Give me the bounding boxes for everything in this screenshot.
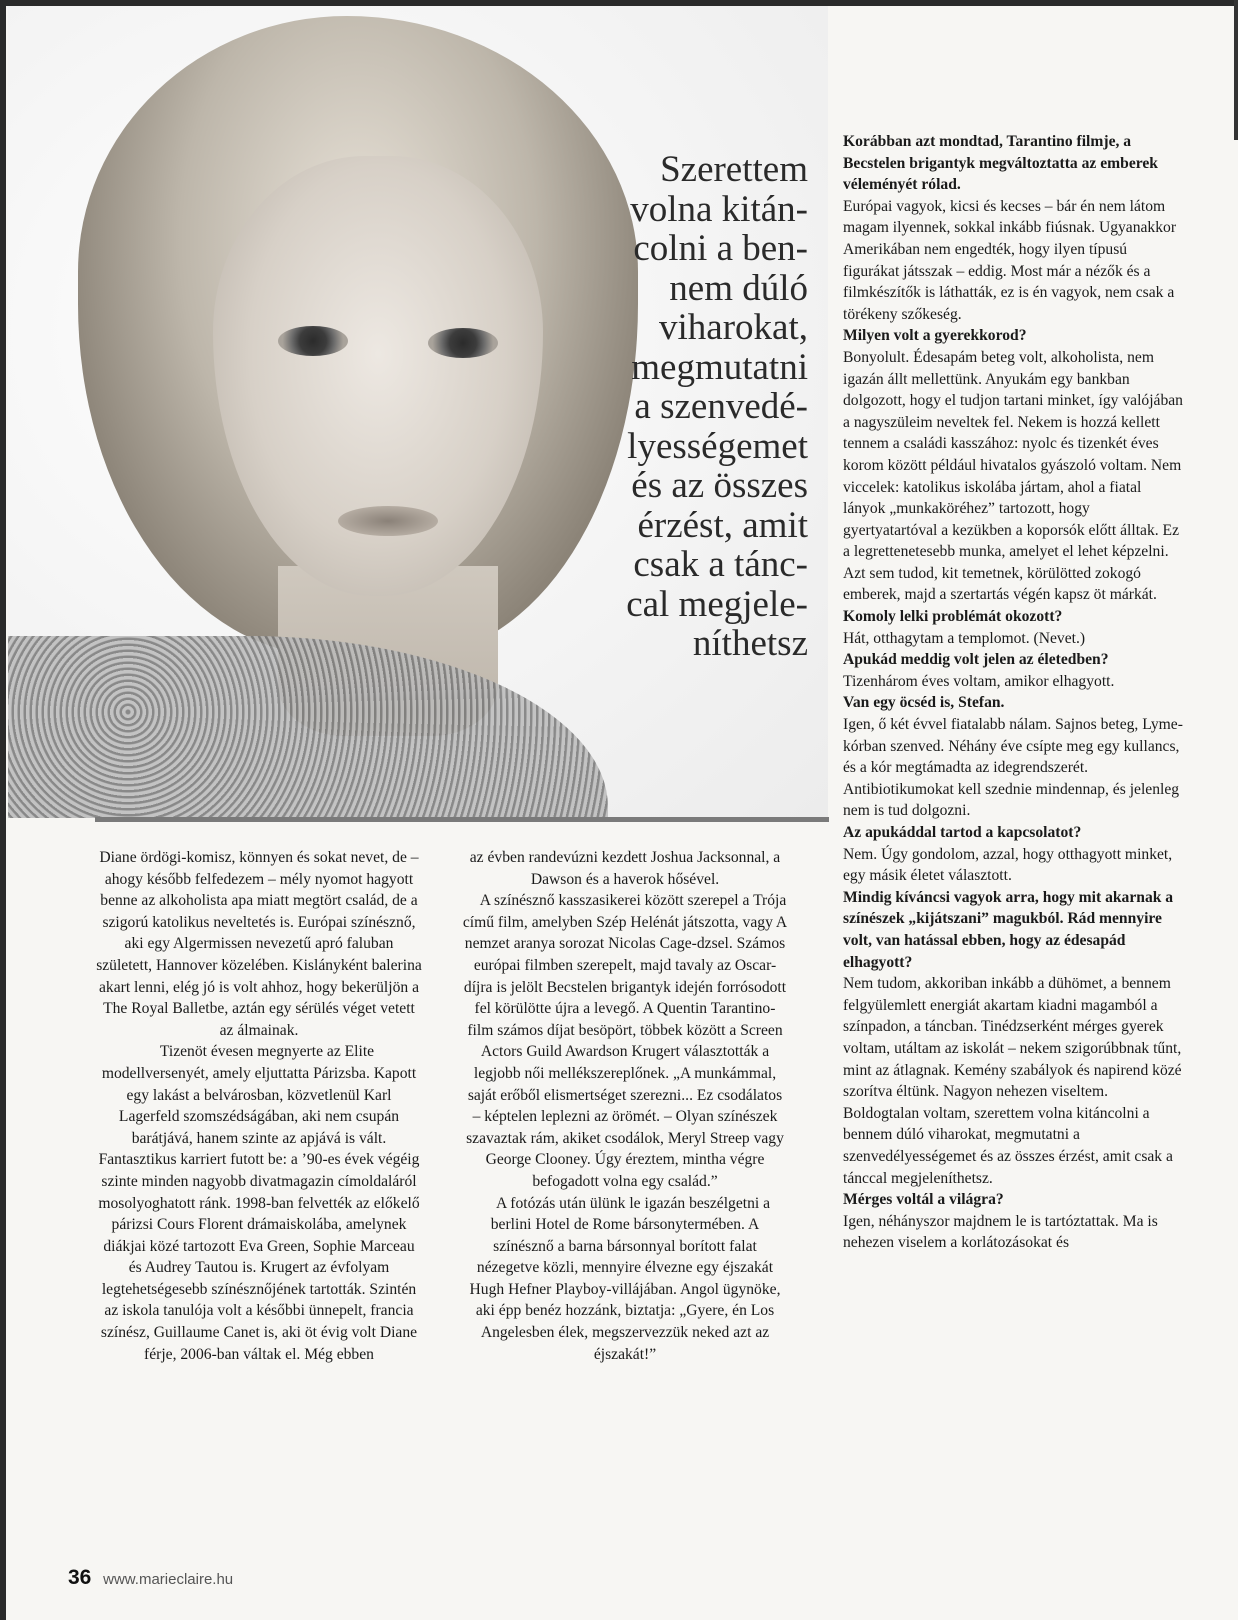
pull-quote-line: volna kitán- [630, 188, 808, 230]
pull-quote-line: cal megjele- [626, 583, 808, 625]
article-paragraph: Tizenöt évesen megnyerte az Elite modellversenyét, amely eljuttatta Párizsba. Kapott egy lakást a belvárosban, közvetlenül Karl Lagerfeld szomszédságában, aki nem csupán barátjává, hanem szinte az apjává is vált. Fantasztikus karriert futott be: a ’90-es évek végéig szinte minden nagyobb divatmagazin címoldaláról mosolyoghatott ránk. 1998-ban felvették az előkelő párizsi Cours Florent drámaiskolába, amelynek diákjai közé tartozott Eva Green, Sophie Marceau és Audrey Tautou is. Krugert az évfolyam legtehetségesebb színésznőjének tartották. Szintén az iskola tanulója volt a későbbi ünnepelt, francia színész, Guillaume Canet is, aki öt évig volt Diane férje, 2006-ban váltak el. Még ebben [98, 1043, 420, 1363]
article-paragraph: az évben randevúzni kezdett Joshua Jacksonnal, a Dawson és a haverok hősével. [469, 849, 781, 888]
pull-quote-line: érzést, amit [637, 504, 808, 546]
interview-answer: Nem. Úgy gondolom, azzal, hogy otthagyott minket, egy másik életet választott. [843, 845, 1173, 885]
article-paragraph: A színésznő kasszasikerei között szerepel a Trója című film, amelyben Szép Helénát játszotta, vagy A nemzet aranya sorozat Nicolas Cage-dzsel. Számos európai filmben szerepelt, majd tavaly az Oscar-díjra is jelölt Becstelen brigantyk idején forrósodott fel körülötte újra a levegő. A Quentin Tarantino-film számos díjat besöpört, többek között a Screen Actors Guild Awardson Krugert választották a legjobb női mellékszereplőnek. „A munkámmal, saját erőből elismertséget szerezni... Ez csodálatos – képtelen leplezni az örömét. – Olyan színészek szavaztak rám, akiket csodálok, Meryl Streep vagy George Clooney. Úgy éreztem, mintha végre befogadott volna egy család.” [462, 892, 788, 1190]
pull-quote-line: níthetsz [692, 623, 808, 664]
pull-quote-line: csak a tánc- [633, 544, 808, 585]
pull-quote-line: colni a ben- [633, 228, 808, 269]
pull-quote-line: megmutatni [631, 346, 808, 388]
interview-question: Mérges voltál a világra? [843, 1191, 1004, 1209]
interview-answer: Bonyolult. Édesapám beteg volt, alkoholista, nem igazán állt mellettünk. Anyukám egy bankban dolgozott, hogy el tudjon tartani minket, így valójában a nagyszüleim neveltek fel. Nekem is hozzá kellett tennem a családi kasszához: nyolc és tizenkét éves korom között például hivatalos gyászoló voltam. Nem viccelek: katolikus iskolába jártam, ahol a fiatal lányok „munkaköréhez” tartozott, hogy gyertyatartóval a kezükben a koporsók előtt álltak. Ez a legrettenetesebb munka, amelyet el lehet képzelni. Azt sem tudod, kit temetnek, körülötted zokogó emberek, majd a szertartás végén kapsz öt márkát. [843, 348, 1183, 604]
left-rule [0, 0, 6, 1620]
article-column-2 [462, 847, 788, 1365]
page-number: 36 [68, 1566, 92, 1589]
interview-question: Mindig kíváncsi vagyok arra, hogy mit akarnak a színészek „kijátszani” magukból. Rád mennyire volt, van hatással ebben, hogy az édesapád elhagyott? [843, 888, 1174, 971]
photo-bottom-rule [95, 817, 829, 822]
interview-question: Korábban azt mondtad, Tarantino filmje, a Becstelen brigantyk megváltoztatta az emberek véleményét rólad. [843, 133, 1158, 194]
pull-quote-line: nem dúló [669, 267, 808, 309]
interview-column [843, 131, 1185, 1254]
interview-answer: Nem tudom, akkoriban inkább a dühömet, a bennem felgyülemlett energiát akartam kiadni magamból a színpadon, a táncban. Tinédzserként mérges gyerek voltam, utáltam az iskolát – nekem szigorúbbnak tűnt, mint az átlagnak. Kemény szabályok és napirend közé szorítva éltünk. Nagyon nehezen viseltem. Boldogtalan voltam, szerettem volna kitáncolni a bennem dúló viharokat, megmutatni a szenvedélyességemet és az összes érzést, amit csak a tánccal megjeleníthetsz. [843, 975, 1182, 1187]
interview-question: Milyen volt a gyerekkorod? [843, 327, 1027, 345]
article-paragraph: Diane ördögi-komisz, könnyen és sokat nevet, de – ahogy később felfedezem – mély nyomot hagyott benne az alkoholista apa miatt megtört család, de a szigorú katolikus neveltetés is. Európai színésznő, aki egy Algermissen nevezetű apró faluban született, Hannover közelében. Kislányként balerina akart lenni, elég jó is volt ahhoz, hogy bekerüljön a The Royal Balletbe, aztán egy sérülés véget vetett az álmainak. [96, 849, 422, 1039]
right-rule [1234, 0, 1238, 140]
interview-question: Van egy öcséd is, Stefan. [843, 694, 1005, 712]
pull-quote-line: lyességemet [627, 425, 808, 467]
interview-question: Komoly lelki problémát okozott? [843, 608, 1063, 626]
pull-quote-line: és az összes [631, 465, 808, 506]
photo-eye-left [278, 326, 348, 356]
pull-quote-line: Szerettem [660, 149, 808, 190]
pull-quote [600, 150, 808, 664]
interview-question: Apukád meddig volt jelen az életedben? [843, 651, 1109, 669]
interview-answer: Európai vagyok, kicsi és kecses – bár én nem látom magam ilyennek, sokkal inkább fiúsnak. Ugyanakkor Amerikában nem engedték, hogy ilyen típusú figurákat játsszak – eddig. Most már a nézők és a filmkészítők is láthatták, ez is én vagyok, nem csak a törékeny szőkeség. [843, 197, 1177, 323]
photo-lace-dress [8, 636, 608, 818]
interview-answer: Igen, néhányszor majdnem le is tartóztattak. Ma is nehezen viselem a korlátozásokat és [843, 1212, 1158, 1252]
pull-quote-line: a szenvedé- [634, 386, 808, 427]
photo-lips [338, 506, 438, 536]
article-paragraph: A fotózás után ülünk le igazán beszélgetni a berlini Hotel de Rome bársonytermében. A színésznő a barna bársonnyal borított falat nézegetve közli, mennyire élvezne egy éjszakát Hugh Hefner Playboy-villájában. Angol ügynöke, aki épp benéz hozzánk, biztatja: „Gyere, én Los Angelesben élek, megszervezzük neked azt az éjszakát!” [469, 1194, 781, 1363]
pull-quote-line: viharokat, [659, 307, 808, 348]
article-column-1 [96, 847, 422, 1365]
interview-answer: Igen, ő két évvel fiatalabb nálam. Sajnos beteg, Lyme-kórban szenved. Néhány éve csípte meg egy kullancs, és a kór megtámadta az idegrendszerét. Antibiotikumokat kell szednie mindennap, és jelenleg nem is tud dolgozni. [843, 716, 1183, 820]
interview-question: Az apukáddal tartod a kapcsolatot? [843, 824, 1082, 841]
site-url: www.marieclaire.hu [103, 1571, 234, 1588]
page-footer [68, 1566, 233, 1590]
interview-answer: Hát, otthagytam a templomot. (Nevet.) [843, 629, 1086, 647]
photo-eye-right [428, 328, 498, 358]
interview-answer: Tizenhárom éves voltam, amikor elhagyott. [843, 672, 1115, 690]
